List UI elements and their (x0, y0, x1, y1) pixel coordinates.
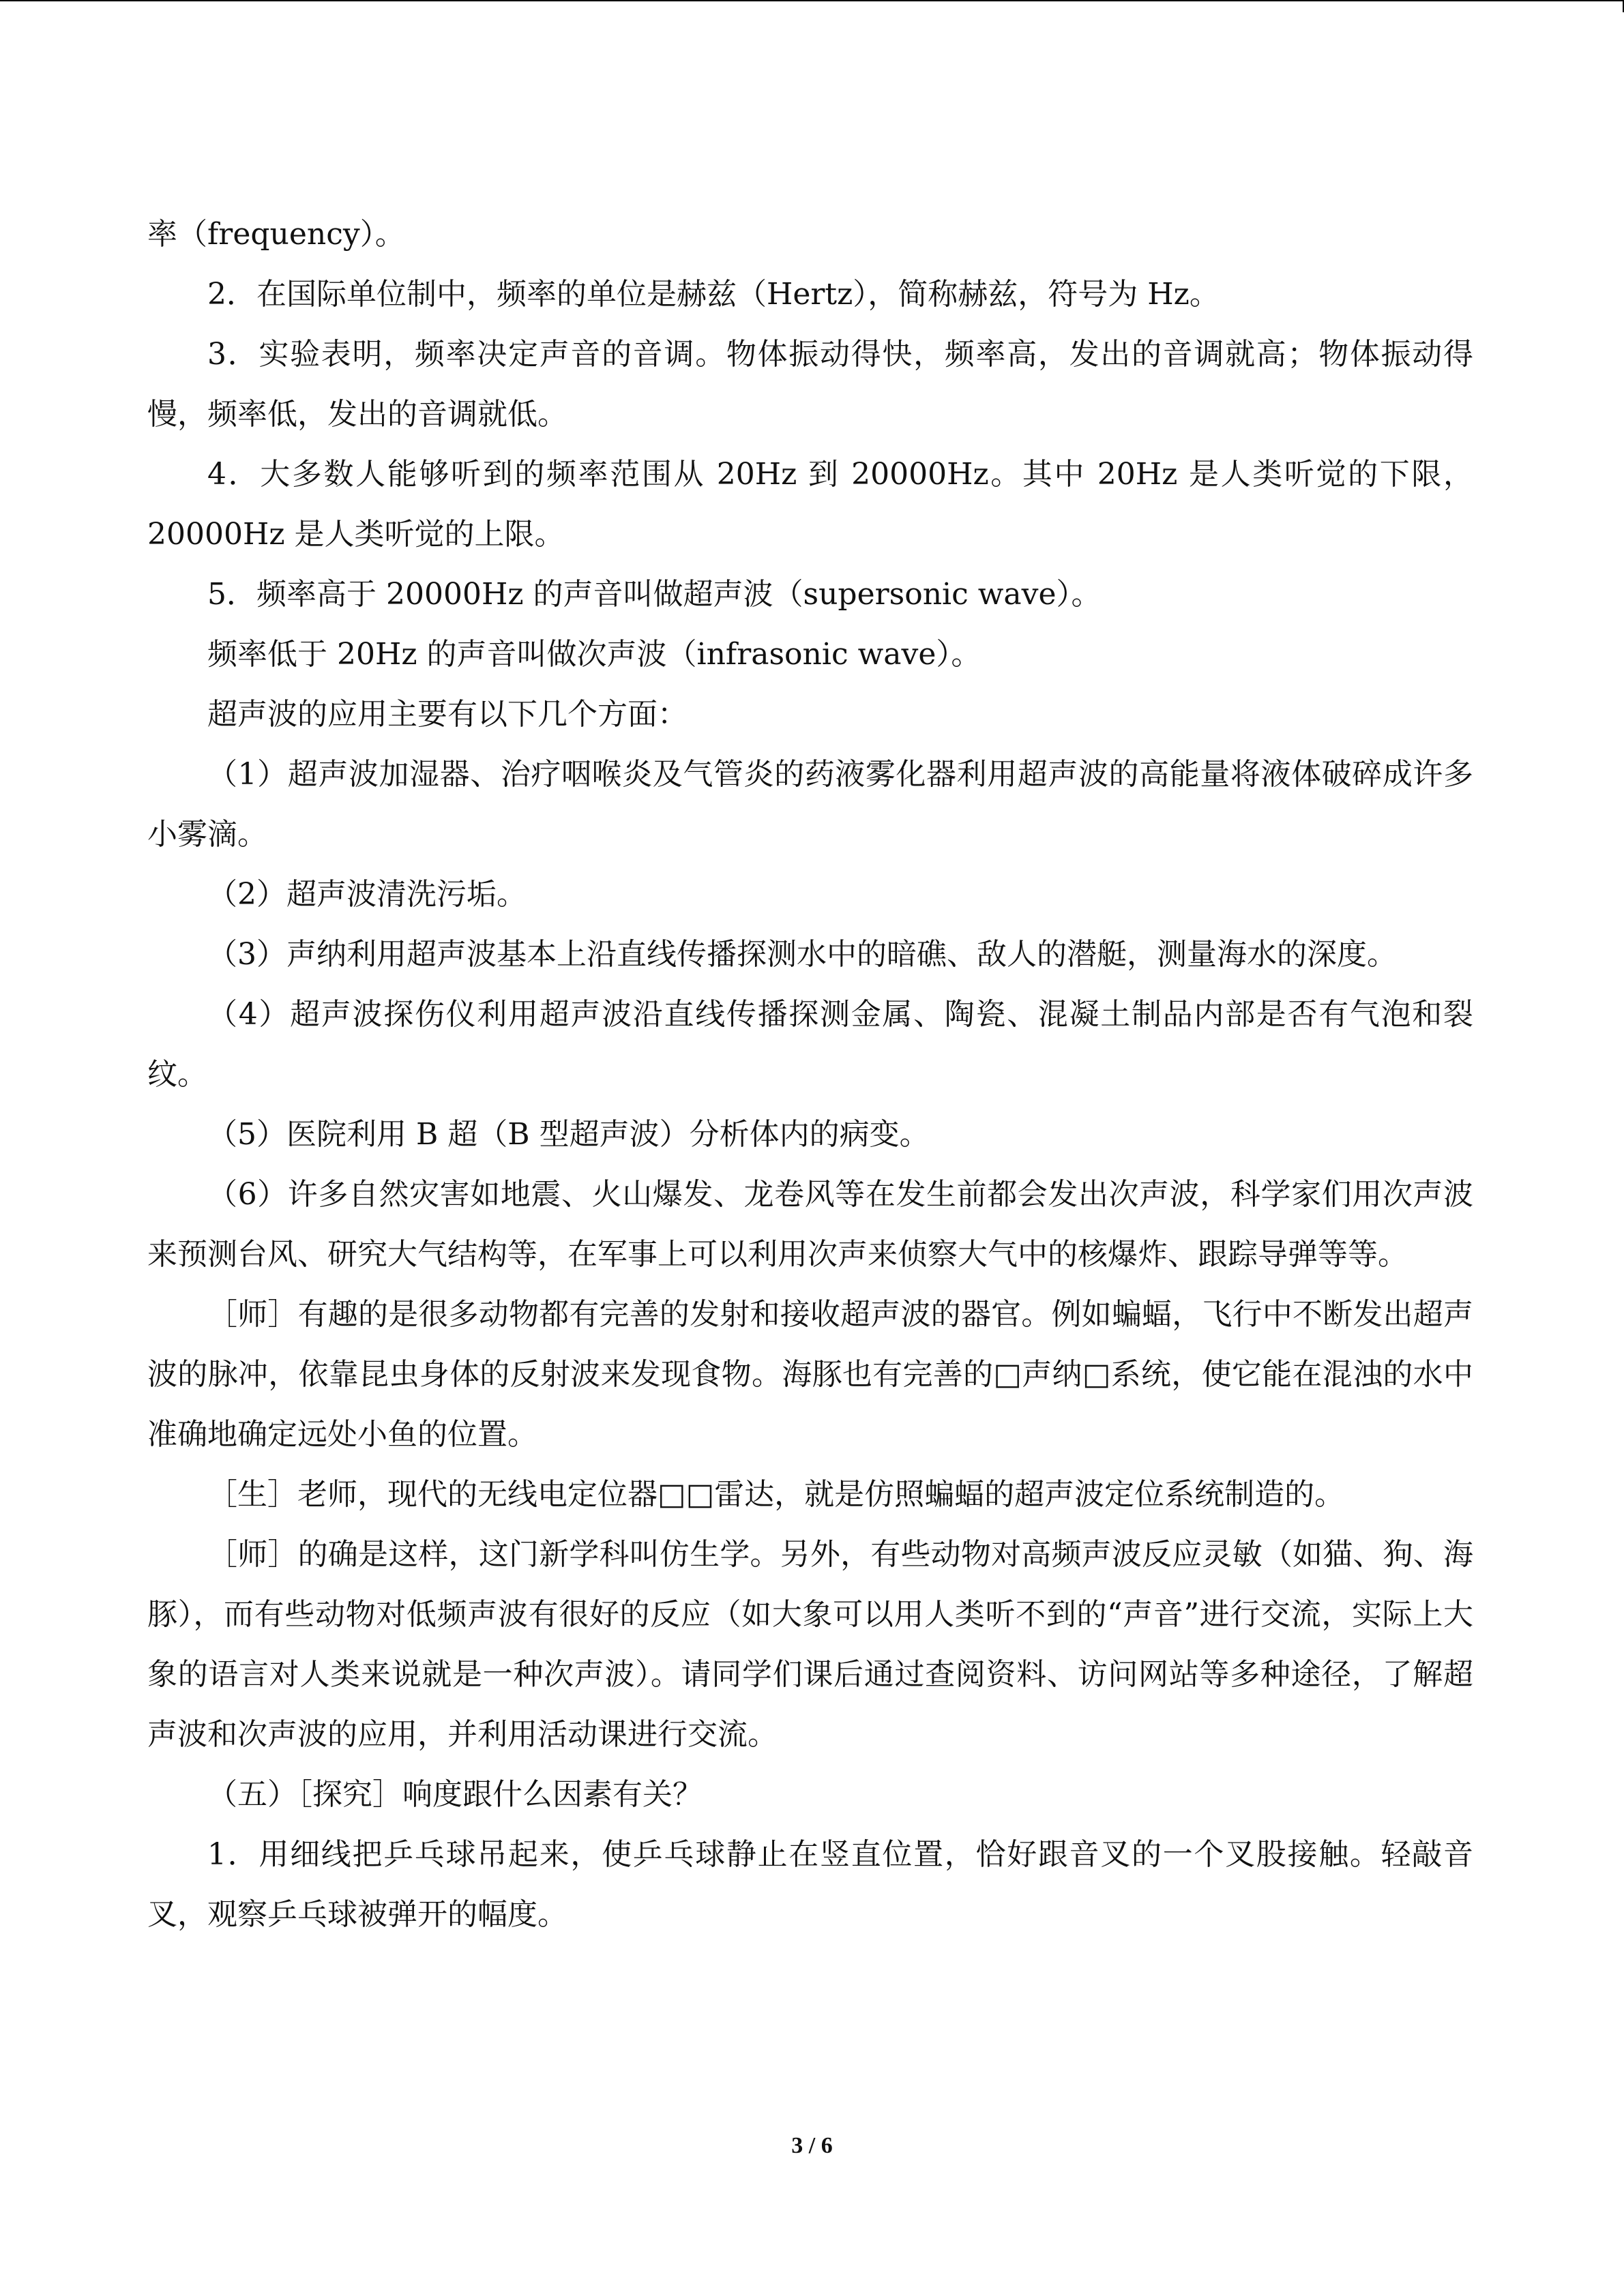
paragraph-application-1: （1）超声波加湿器、治疗咽喉炎及气管炎的药液雾化器利用超声波的高能量将液体破碎成许多小雾滴。 (147, 757, 1473, 852)
paragraph-application-4: （4）超声波探伤仪利用超声波沿直线传播探测金属、陶瓷、混凝土制品内部是否有气泡和裂纹。 (147, 997, 1473, 1092)
paragraph-student-radar: ［生］老师，现代的无线电定位器□□雷达，就是仿照蝙蝠的超声波定位系统制造的。 (207, 1477, 1345, 1512)
top-border-line (0, 0, 1624, 1)
paragraph-infrasound: 频率低于 20Hz 的声音叫做次声波（infrasonic wave）。 (207, 637, 981, 672)
paragraph-experiment-step-1: 1．用细线把乒乓球吊起来，使乒乓球静止在竖直位置，恰好跟音叉的一个叉股接触。轻敲音叉，观察乒乓球被弹开的幅度。 (147, 1837, 1473, 1932)
paragraph-teacher-animals: ［师］有趣的是很多动物都有完善的发射和接收超声波的器官。例如蝙蝠，飞行中不断发出超声波的脉冲，依靠昆虫身体的反射波来发现食物。海豚也有完善的□声纳□系统，使它能在混浊的水中准确地确定远处小鱼的位置。 (147, 1297, 1473, 1452)
paragraph-application-6: （6）许多自然灾害如地震、火山爆发、龙卷风等在发生前都会发出次声波，科学家们用次声波来预测台风、研究大气结构等，在军事上可以利用次声来侦察大气中的核爆炸、跟踪导弹等等。 (147, 1177, 1473, 1272)
section-heading-loudness: （五）［探究］响度跟什么因素有关？ (207, 1777, 703, 1812)
paragraph-ultrasound: 5．频率高于 20000Hz 的声音叫做超声波（supersonic wave）。 (207, 577, 1102, 612)
document-body (147, 205, 1473, 1945)
paragraph-frequency-unit: 2．在国际单位制中，频率的单位是赫兹（Hertz），简称赫兹，符号为 Hz。 (207, 277, 1220, 312)
paragraph-application-5: （5）医院利用 B 超（B 型超声波）分析体内的病变。 (207, 1117, 930, 1152)
paragraph-pitch: 3．实验表明，频率决定声音的音调。物体振动得快，频率高，发出的音调就高；物体振动得慢，频率低，发出的音调就低。 (147, 337, 1473, 432)
paragraph-frequency-definition-end: 率（frequency）。 (147, 217, 405, 252)
page-number: 3 / 6 (791, 2133, 833, 2158)
paragraph-teacher-bionics: ［师］的确是这样，这门新学科叫仿生学。另外，有些动物对高频声波反应灵敏（如猫、狗、海豚），而有些动物对低频声波有很好的反应（如大象可以用人类听不到的“声音”进行交流，实际上大象的语言对人类来说就是一种次声波）。请同学们课后通过查阅资料、访问网站等多种途径，了解超声波和次声波的应用，并利用活动课进行交流。 (147, 1537, 1473, 1752)
paragraph-hearing-range: 4．大多数人能够听到的频率范围从 20Hz 到 20000Hz。其中 20Hz 是人类听觉的下限，20000Hz 是人类听觉的上限。 (147, 457, 1473, 552)
paragraph-application-3: （3）声纳利用超声波基本上沿直线传播探测水中的暗礁、敌人的潜艇，测量海水的深度。 (207, 937, 1397, 972)
paragraph-application-2: （2）超声波清洗污垢。 (207, 877, 527, 912)
paragraph-applications-intro: 超声波的应用主要有以下几个方面： (207, 697, 688, 732)
